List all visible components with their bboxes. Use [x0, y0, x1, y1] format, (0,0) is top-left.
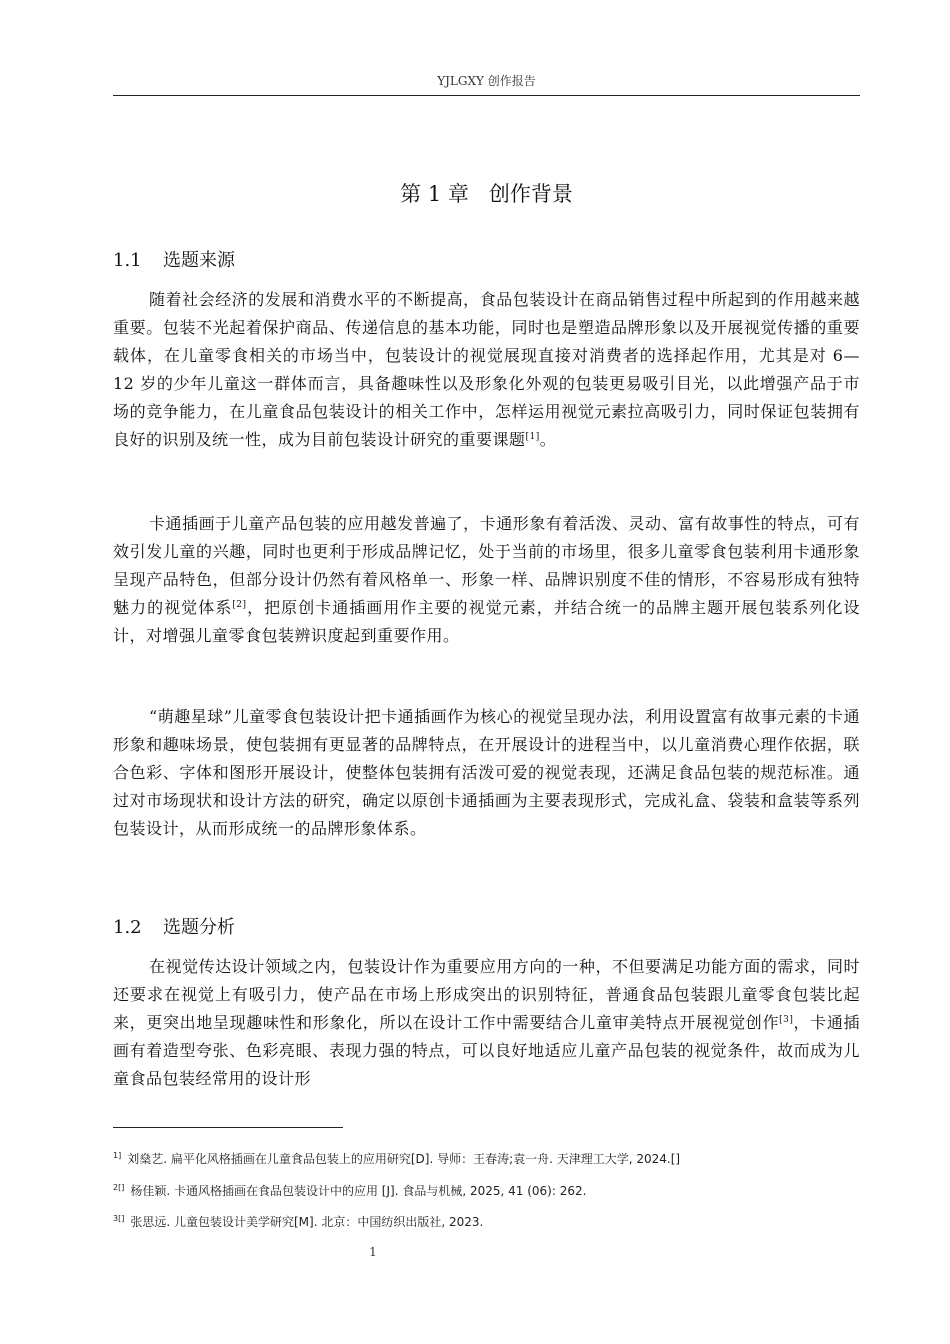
- running-header: [113, 72, 860, 96]
- citation-ref[interactable]: [1]: [525, 432, 540, 442]
- section-title: 选题来源: [163, 250, 235, 271]
- footnote-mark: 2[]: [113, 1183, 125, 1192]
- footnote-text: 张思远. 儿童包装设计美学研究[M]. 北京：中国纺织出版社, 2023.: [130, 1215, 484, 1229]
- section-title: 选题分析: [163, 917, 235, 938]
- paragraph: [113, 286, 860, 454]
- page-number: 1: [369, 1245, 377, 1259]
- section-number: 1.2: [113, 917, 142, 938]
- footnote: [113, 1213, 860, 1230]
- paragraph: [113, 703, 860, 843]
- running-header-text: YJLGXY 创作报告: [437, 74, 536, 88]
- footnote-mark: 1]: [113, 1151, 122, 1160]
- section-number: 1.1: [113, 250, 142, 271]
- footnote-mark: 3[]: [113, 1214, 125, 1223]
- paragraph: [113, 510, 860, 650]
- citation-ref[interactable]: [3]: [779, 1015, 794, 1025]
- chapter-name: 创作背景: [488, 182, 573, 206]
- paragraph: [113, 953, 860, 1093]
- footnote: [113, 1150, 860, 1167]
- chapter-number: 第 1 章: [400, 182, 469, 206]
- section-heading-1-1: [113, 246, 860, 272]
- footnote-text: 杨佳颖. 卡通风格插画在食品包装设计中的应用 [J]. 食品与机械, 2025, 41 (06): 262.: [130, 1184, 587, 1198]
- chapter-title: [113, 178, 860, 208]
- paragraph-text: 随着社会经济的发展和消费水平的不断提高，食品包装设计在商品销售过程中所起到的作用越来越重要。包装不光起着保护商品、传递信息的基本功能，同时也是塑造品牌形象以及开展视觉传播的重要载体，在儿童零食相关的市场当中，包装设计的视觉展现直接对消费者的选择起作用，尤其是对 6—12 岁的少年儿童这一群体而言，具备趣味性以及形象化外观的包装更易吸引目光，以此增强产品于市场的竞争能力，在儿童食品包装设计的相关工作中，怎样运用视觉元素拉高吸引力，同时保证包装拥有良好的识别及统一性，成为目前包装设计研究的重要课题: [113, 290, 860, 449]
- paragraph-text: ，把原创卡通插画用作主要的视觉元素，并结合统一的品牌主题开展包装系列化设计，对增强儿童零食包装辨识度起到重要作用。: [113, 598, 860, 645]
- footnote-text: 刘燊艺. 扁平化风格插画在儿童食品包装上的应用研究[D]. 导师：王春涛;袁一舟. 天津理工大学, 2024.[]: [127, 1152, 681, 1166]
- paragraph-text: 在视觉传达设计领域之内，包装设计作为重要应用方向的一种，不但要满足功能方面的需求，同时还要求在视觉上有吸引力，使产品在市场上形成突出的识别特征，普通食品包装跟儿童零食包装比起来，更突出地呈现趣味性和形象化，所以在设计工作中需要结合儿童审美特点开展视觉创作: [113, 957, 860, 1032]
- citation-ref[interactable]: [2]: [232, 600, 247, 610]
- paragraph-text: “萌趣星球”儿童零食包装设计把卡通插画作为核心的视觉呈现办法，利用设置富有故事元素的卡通形象和趣味场景，使包装拥有更显著的品牌特点，在开展设计的进程当中，以儿童消费心理作依据，联合色彩、字体和图形开展设计，使整体包装拥有活泼可爱的视觉表现，还满足食品包装的规范标准。通过对市场现状和设计方法的研究，确定以原创卡通插画为主要表现形式，完成礼盒、袋装和盒装等系列包装设计，从而形成统一的品牌形象体系。: [113, 707, 860, 838]
- section-heading-1-2: [113, 913, 860, 939]
- footnote: [113, 1182, 860, 1199]
- paragraph-text: 。: [539, 430, 557, 449]
- paragraph-text: 卡通插画于儿童产品包装的应用越发普遍了，卡通形象有着活泼、灵动、富有故事性的特点，可有效引发儿童的兴趣，同时也更利于形成品牌记忆，处于当前的市场里，很多儿童零食包装利用卡通形象呈现产品特色，但部分设计仍然有着风格单一、形象一样、品牌识别度不佳的情形，不容易形成有独特魅力的视觉体系: [113, 514, 860, 617]
- paragraph-text: ，卡通插画有着造型夸张、色彩亮眼、表现力强的特点，可以良好地适应儿童产品包装的视觉条件，故而成为儿童食品包装经常用的设计形: [113, 1013, 860, 1088]
- footnote-divider: [113, 1127, 343, 1128]
